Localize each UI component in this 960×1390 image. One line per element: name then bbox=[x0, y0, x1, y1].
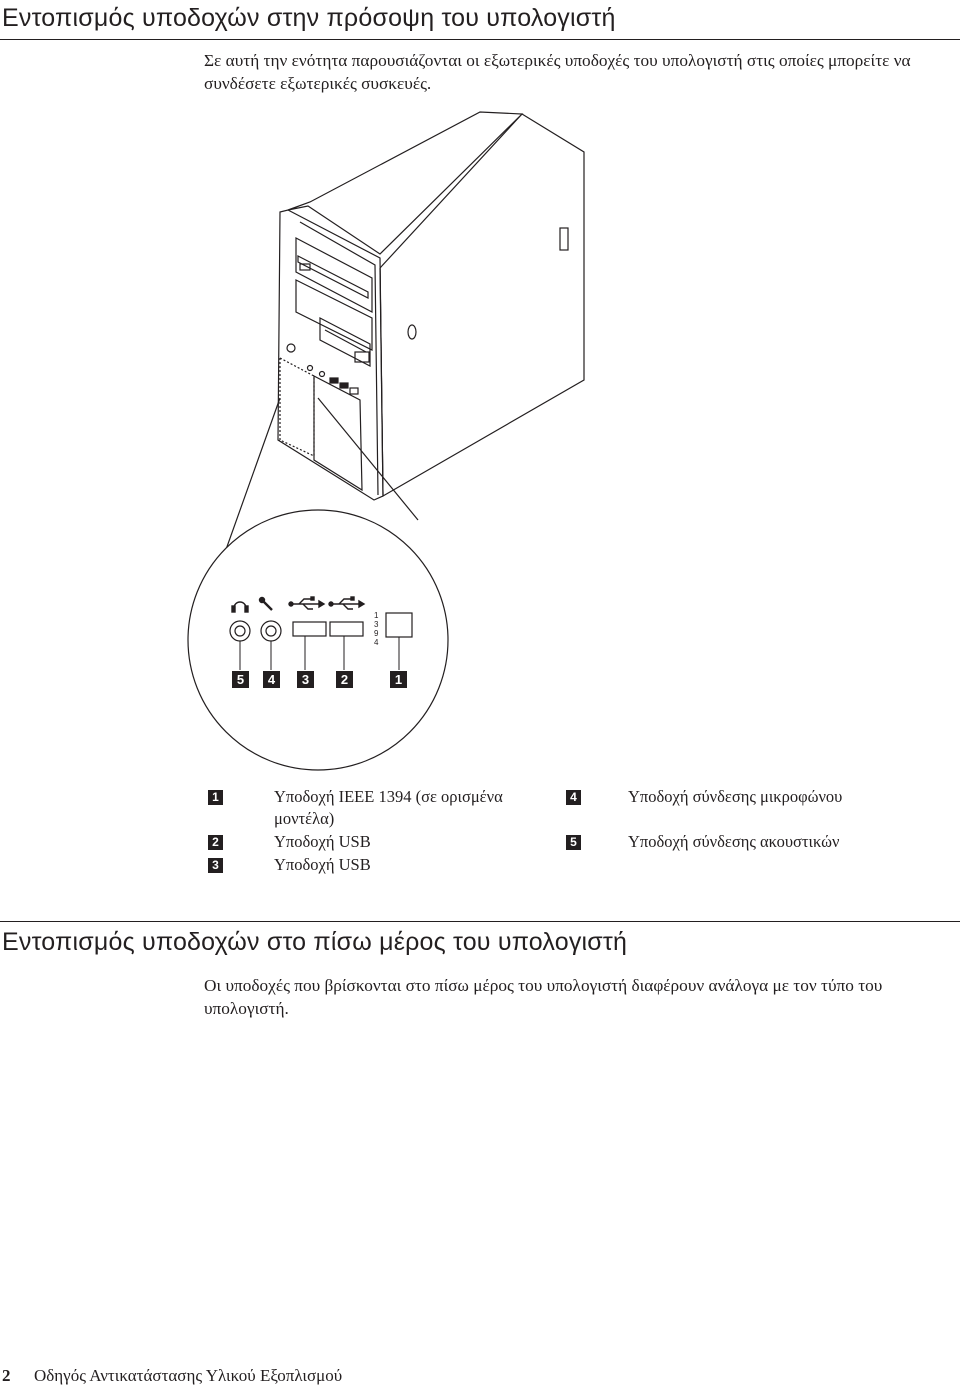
book-title: Οδηγός Αντικατάστασης Υλικού Εξοπλισμού bbox=[34, 1366, 343, 1385]
callout-4: 4 bbox=[267, 672, 276, 687]
ieee-label-digit: 9 bbox=[374, 629, 379, 638]
section-intro-front: Σε αυτή την ενότητα παρουσιάζονται οι εξωτερικές υποδοχές του υπολογιστή στις οποίες μπορείτε να συνδέσετε εξωτερικές συσκευές. bbox=[204, 51, 911, 93]
front-connectors-figure bbox=[0, 100, 960, 800]
legend-key-5: 5 bbox=[566, 835, 581, 850]
ieee-label-digit: 1 bbox=[374, 611, 379, 620]
section-title-back: Εντοπισμός υποδοχών στο πίσω μέρος του υπολογιστή bbox=[2, 928, 628, 956]
title-rule bbox=[0, 39, 960, 40]
legend-text-2: Υποδοχή USB bbox=[274, 832, 371, 851]
figure-legend bbox=[0, 785, 960, 885]
callout-5: 5 bbox=[236, 672, 245, 687]
computer-tower-illustration bbox=[278, 112, 584, 500]
section-title-front: Εντοπισμός υποδοχών στην πρόσοψη του υπολογιστή bbox=[2, 4, 616, 32]
section-intro-back: Οι υποδοχές που βρίσκονται στο πίσω μέρος του υπολογιστή διαφέρουν ανάλογα με τον τύπο του υπολογιστή. bbox=[204, 976, 883, 1018]
callout-2: 2 bbox=[340, 672, 349, 687]
legend-text-4: Υποδοχή σύνδεσης μικροφώνου bbox=[628, 787, 843, 806]
legend-text-1: Υποδοχή IEEE 1394 (σε ορισμένα bbox=[274, 787, 503, 806]
legend-text-5: Υποδοχή σύνδεσης ακουστικών bbox=[628, 832, 840, 851]
page-number: 2 bbox=[2, 1366, 11, 1385]
legend-key-4: 4 bbox=[566, 790, 581, 805]
legend-key-2: 2 bbox=[208, 835, 223, 850]
section-rule bbox=[0, 921, 960, 922]
ieee-label-digit: 4 bbox=[374, 638, 379, 647]
legend-key-1: 1 bbox=[208, 790, 223, 805]
legend-key-3: 3 bbox=[208, 858, 223, 873]
page-footer bbox=[2, 1366, 342, 1386]
callout-3: 3 bbox=[301, 672, 310, 687]
zoom-circle bbox=[188, 510, 448, 770]
legend-text-1-cont: μοντέλα) bbox=[274, 809, 335, 828]
legend-text-3: Υποδοχή USB bbox=[274, 855, 371, 874]
callout-1: 1 bbox=[394, 672, 403, 687]
ieee-label-digit: 3 bbox=[374, 620, 379, 629]
